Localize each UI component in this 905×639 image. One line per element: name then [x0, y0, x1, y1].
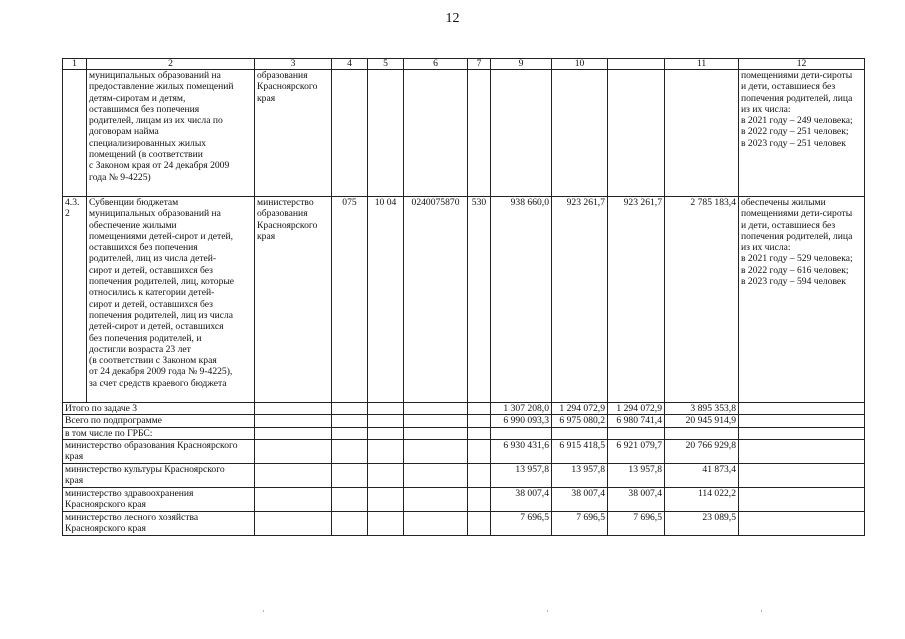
empty-cell: [491, 70, 552, 197]
summary-row: [63, 439, 865, 463]
empty-cell: [255, 403, 332, 415]
summary-row: [63, 427, 865, 439]
empty-cell: [332, 427, 368, 439]
item-name: муниципальных образований на предоставление жилых помещений детям-сиротам и детям, оставшимся без попечения родителей, лицам из их числа по договорам найма специализированных жилых помещений (в соответствии с Законом края от 24 декабря 2009 года № 9-4225): [87, 70, 255, 197]
empty-cell: [608, 70, 665, 197]
value-2021: 1 307 208,0: [491, 403, 552, 415]
value-total: [665, 427, 739, 439]
section-code: 10 04: [368, 197, 404, 403]
item-name: Субвенции бюджетам муниципальных образований на обеспечение жилыми помещениями детей-сирот и детей, оставшихся без попечения родителей, лиц из числа детей- сирот и детей, оставшихся без попечения родителей, лиц, которые относились к категории детей- сирот и детей, оставшихся без попечения родителей, лиц из числа детей-сирот и детей, оставшихся без попечения родителей, и достигли возраста 23 лет (в соответствии с Законом края от 24 декабря 2009 года № 9-4225), за счет средств краевого бюджета: [87, 197, 255, 403]
summary-label: в том числе по ГРБС:: [63, 427, 255, 439]
summary-row: [63, 487, 865, 511]
empty-cell: [404, 463, 468, 487]
summary-row: [63, 415, 865, 427]
empty-cell: [739, 463, 865, 487]
empty-cell: [739, 415, 865, 427]
column-header: 9: [491, 59, 552, 70]
expense-type-code: 530: [468, 197, 491, 403]
empty-cell: [332, 511, 368, 535]
budget-table: [62, 58, 865, 536]
empty-cell: [468, 439, 491, 463]
empty-cell: [332, 439, 368, 463]
value-2023: 7 696,5: [608, 511, 665, 535]
grbs-name: министерство образования Красноярского края: [255, 197, 332, 403]
empty-cell: [404, 403, 468, 415]
column-header: 1: [63, 59, 87, 70]
summary-label: Всего по подпрограмме: [63, 415, 255, 427]
summary-row: [63, 403, 865, 415]
column-header: 11: [665, 59, 739, 70]
empty-cell: [404, 415, 468, 427]
column-header: 7: [468, 59, 491, 70]
empty-cell: [255, 463, 332, 487]
empty-cell: [255, 415, 332, 427]
value-total: 2 785 183,4: [665, 197, 739, 403]
column-header: 3: [255, 59, 332, 70]
empty-cell: [468, 463, 491, 487]
empty-cell: [332, 70, 368, 197]
grbs-code: 075: [332, 197, 368, 403]
empty-cell: [368, 487, 404, 511]
empty-cell: [552, 70, 608, 197]
value-total: 3 895 353,8: [665, 403, 739, 415]
value-2023: 6 980 741,4: [608, 415, 665, 427]
empty-cell: [404, 487, 468, 511]
empty-cell: [739, 439, 865, 463]
value-2022: 6 975 080,2: [552, 415, 608, 427]
empty-cell: [368, 463, 404, 487]
empty-cell: [665, 70, 739, 197]
empty-cell: [739, 403, 865, 415]
value-2021: 7 696,5: [491, 511, 552, 535]
value-2022: 38 007,4: [552, 487, 608, 511]
summary-label: министерство культуры Красноярского края: [63, 463, 255, 487]
empty-cell: [739, 511, 865, 535]
item-number: [63, 70, 87, 197]
empty-cell: [332, 415, 368, 427]
empty-cell: [368, 439, 404, 463]
value-2021: 38 007,4: [491, 487, 552, 511]
empty-cell: [468, 511, 491, 535]
column-header: 12: [739, 59, 865, 70]
page-number: 12: [445, 11, 460, 26]
empty-cell: [368, 427, 404, 439]
table-row-4-3-2: [63, 197, 865, 403]
empty-cell: [368, 511, 404, 535]
value-2021: 938 660,0: [491, 197, 552, 403]
value-2022: 13 957,8: [552, 463, 608, 487]
item-number: 4.3.2: [63, 197, 87, 403]
value-2021: [491, 427, 552, 439]
empty-cell: [368, 403, 404, 415]
header-row: [63, 59, 865, 70]
value-2023: [608, 427, 665, 439]
scan-speck: ·: [262, 606, 265, 616]
empty-cell: [468, 427, 491, 439]
value-2023: 923 261,7: [608, 197, 665, 403]
empty-cell: [332, 463, 368, 487]
empty-cell: [468, 70, 491, 197]
value-2022: [552, 427, 608, 439]
column-header: [608, 59, 665, 70]
column-header: 6: [404, 59, 468, 70]
summary-label: министерство образования Красноярского края: [63, 439, 255, 463]
value-2021: 6 930 431,6: [491, 439, 552, 463]
empty-cell: [255, 511, 332, 535]
value-2022: 923 261,7: [552, 197, 608, 403]
column-header: 5: [368, 59, 404, 70]
grbs-name: образования Красноярского края: [255, 70, 332, 197]
expected-result: помещениями дети-сироты и дети, оставшиеся без попечения родителей, лица из их числа: в 2021 году – 249 человека; в 2022 году – 251 человек; в 2023 году – 251 человек: [739, 70, 865, 197]
empty-cell: [332, 487, 368, 511]
value-2021: 13 957,8: [491, 463, 552, 487]
empty-cell: [404, 70, 468, 197]
value-total: 41 873,4: [665, 463, 739, 487]
empty-cell: [739, 487, 865, 511]
empty-cell: [255, 487, 332, 511]
column-header: 4: [332, 59, 368, 70]
value-total: 20 766 929,8: [665, 439, 739, 463]
empty-cell: [332, 403, 368, 415]
summary-row: [63, 463, 865, 487]
value-2023: 13 957,8: [608, 463, 665, 487]
empty-cell: [468, 487, 491, 511]
column-header: 10: [552, 59, 608, 70]
value-2023: 38 007,4: [608, 487, 665, 511]
empty-cell: [368, 415, 404, 427]
scan-speck: ·: [546, 606, 549, 616]
table-row-continuation: [63, 70, 865, 197]
empty-cell: [404, 511, 468, 535]
value-2023: 6 921 079,7: [608, 439, 665, 463]
summary-row: [63, 511, 865, 535]
empty-cell: [739, 427, 865, 439]
summary-label: Итого по задаче 3: [63, 403, 255, 415]
value-total: 114 022,2: [665, 487, 739, 511]
value-2023: 1 294 072,9: [608, 403, 665, 415]
empty-cell: [468, 415, 491, 427]
value-2022: 6 915 418,5: [552, 439, 608, 463]
empty-cell: [404, 439, 468, 463]
empty-cell: [255, 427, 332, 439]
value-total: 20 945 914,9: [665, 415, 739, 427]
summary-label: министерство здравоохранения Красноярского края: [63, 487, 255, 511]
scan-speck: ·: [760, 606, 763, 616]
column-header: 2: [87, 59, 255, 70]
empty-cell: [368, 70, 404, 197]
value-2022: 7 696,5: [552, 511, 608, 535]
value-total: 23 089,5: [665, 511, 739, 535]
expected-result: обеспечены жилыми помещениями дети-сироты и дети, оставшиеся без попечения родителей, лица из их числа: в 2021 году – 529 человека; в 2022 году – 616 человек; в 2023 году – 594 человек: [739, 197, 865, 403]
empty-cell: [404, 427, 468, 439]
empty-cell: [468, 403, 491, 415]
summary-label: министерство лесного хозяйства Красноярского края: [63, 511, 255, 535]
target-code: 0240075870: [404, 197, 468, 403]
value-2022: 1 294 072,9: [552, 403, 608, 415]
value-2021: 6 990 093,3: [491, 415, 552, 427]
empty-cell: [255, 439, 332, 463]
